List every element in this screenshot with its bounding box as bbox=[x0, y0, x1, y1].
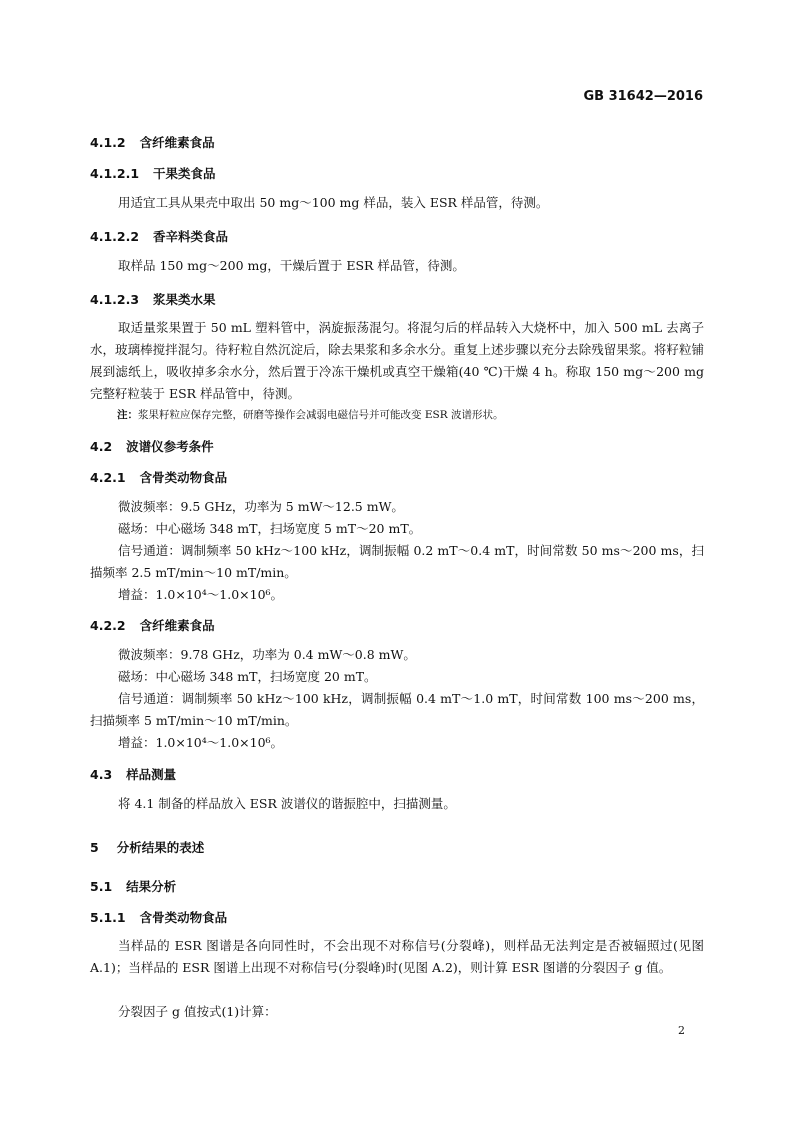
condition-line: 磁场：中心磁场 348 mT，扫场宽度 20 mT。 bbox=[118, 669, 377, 684]
section-title: 含骨类动物食品 bbox=[139, 910, 228, 925]
section-title: 分析结果的表述 bbox=[116, 840, 205, 855]
section-title: 干果类食品 bbox=[153, 166, 216, 181]
standard-code: GB 31642—2016 bbox=[583, 89, 703, 104]
condition-line: 磁场：中心磁场 348 mT，扫场宽度 5 mT～20 mT。 bbox=[118, 521, 422, 536]
section-title: 样品测量 bbox=[126, 767, 177, 782]
section-number: 4.2.1 bbox=[90, 470, 126, 485]
section-number: 4.2.2 bbox=[90, 618, 126, 633]
section-number: 4.1.2.1 bbox=[90, 166, 140, 181]
section-number: 4.2 bbox=[90, 439, 113, 454]
note-text: 浆果籽粒应保存完整，研磨等操作会减弱电磁信号并可能改变 ESR 波谱形状。 bbox=[138, 409, 504, 421]
heading-5-1-1 bbox=[90, 908, 227, 926]
section-title: 波谱仪参考条件 bbox=[126, 439, 214, 454]
note bbox=[117, 407, 503, 422]
paragraph-measurement: 将 4.1 制备的样品放入 ESR 波谱仪的谐振腔中，扫描测量。 bbox=[118, 796, 456, 811]
section-number: 4.1.2.2 bbox=[90, 229, 140, 244]
page-number: 2 bbox=[678, 1024, 685, 1037]
condition-line: 微波频率：9.78 GHz，功率为 0.4 mW～0.8 mW。 bbox=[118, 647, 416, 662]
section-number: 5 bbox=[90, 840, 99, 855]
section-title: 含纤维素食品 bbox=[139, 135, 215, 150]
condition-line: 信号通道：调制频率 50 kHz～100 kHz，调制振幅 0.4 mT～1.0 mT，时间常数 100 ms～200 ms，扫描频率 5 mT/min～10 mT/min。 bbox=[90, 691, 704, 728]
paragraph-analysis: 当样品的 ESR 图谱是各向同性时，不会出现不对称信号(分裂峰)，则样品无法判定是否被辐照过(见图 A.1)；当样品的 ESR 图谱上出现不对称信号(分裂峰)时(见图 A.2)，则计算 ESR 图谱的分裂因子 g 值。 bbox=[90, 938, 704, 975]
heading-4-1-2 bbox=[90, 133, 215, 151]
section-title: 香辛料类食品 bbox=[153, 229, 229, 244]
condition-line: 增益：1.0×10⁴～1.0×10⁶。 bbox=[118, 587, 284, 602]
heading-4-2-1 bbox=[90, 468, 227, 486]
heading-4-1-2-3 bbox=[90, 290, 216, 308]
heading-4-2 bbox=[90, 437, 214, 455]
heading-4-2-2 bbox=[90, 616, 215, 634]
section-number: 5.1.1 bbox=[90, 910, 126, 925]
section-title: 浆果类水果 bbox=[153, 292, 216, 307]
note-label: 注： bbox=[117, 409, 138, 421]
paragraph-spices: 取样品 150 mg～200 mg，干燥后置于 ESR 样品管，待测。 bbox=[118, 258, 465, 273]
heading-5-1 bbox=[90, 877, 176, 895]
section-number: 4.1.2.3 bbox=[90, 292, 140, 307]
section-number: 4.3 bbox=[90, 767, 113, 782]
heading-4-1-2-2 bbox=[90, 227, 228, 245]
section-title: 含纤维素食品 bbox=[139, 618, 215, 633]
paragraph-dried-fruit: 用适宜工具从果壳中取出 50 mg～100 mg 样品，装入 ESR 样品管，待测。 bbox=[118, 195, 549, 210]
paragraph-berries: 取适量浆果置于 50 mL 塑料管中，涡旋振荡混匀。将混匀后的样品转入大烧杯中，加入 500 mL 去离子水，玻璃棒搅拌混匀。待籽粒自然沉淀后，除去果浆和多余水分。重复上述步骤以充分去除残留果浆。将籽粒铺展到滤纸上，吸收掉多余水分，然后置于冷冻干燥机或真空干燥箱(40 ℃)干燥 4 h。称取 150 mg～200 mg 完整籽粒装于 ESR 样品管中，待测。 bbox=[90, 320, 704, 401]
section-number: 5.1 bbox=[90, 879, 113, 894]
heading-4-1-2-1 bbox=[90, 164, 216, 182]
heading-5 bbox=[90, 838, 204, 856]
heading-4-3 bbox=[90, 765, 176, 783]
condition-line: 微波频率：9.5 GHz，功率为 5 mW～12.5 mW。 bbox=[118, 499, 404, 514]
section-title: 结果分析 bbox=[126, 879, 177, 894]
condition-line: 增益：1.0×10⁴～1.0×10⁶。 bbox=[118, 735, 284, 750]
section-number: 4.1.2 bbox=[90, 135, 126, 150]
paragraph-formula-intro: 分裂因子 g 值按式(1)计算： bbox=[118, 1004, 277, 1019]
condition-line: 信号通道：调制频率 50 kHz～100 kHz，调制振幅 0.2 mT～0.4 mT，时间常数 50 ms～200 ms，扫描频率 2.5 mT/min～10 mT/min。 bbox=[90, 543, 704, 580]
section-title: 含骨类动物食品 bbox=[139, 470, 228, 485]
